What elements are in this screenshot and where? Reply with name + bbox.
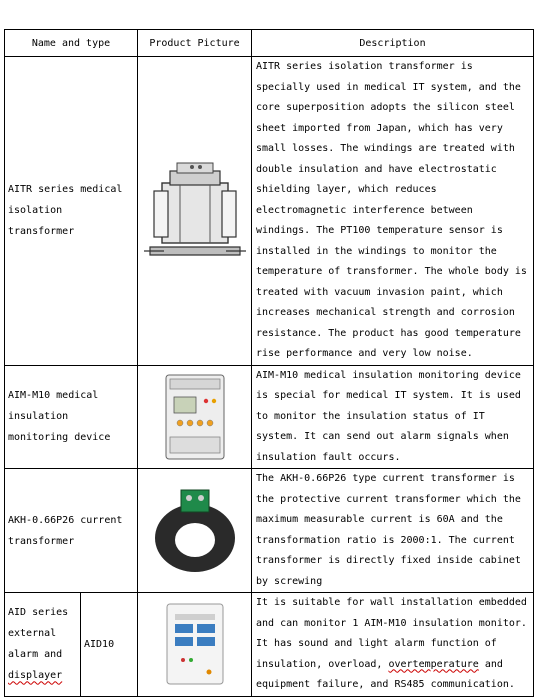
header-product-picture: Product Picture bbox=[138, 30, 252, 57]
row-name: AKH-0.66P26 current transformer bbox=[5, 469, 138, 593]
row-name bbox=[5, 593, 81, 697]
row-description: The AKH-0.66P26 type current transformer is the protective current transformer which the maximum measurable current is 60A and the transformation ratio is 2000:1. The current transformer is directly fixed inside cabinet by screwing bbox=[252, 469, 534, 593]
table-row bbox=[5, 57, 534, 366]
header-description: Description bbox=[252, 30, 534, 57]
misspelled-word: displayer bbox=[8, 670, 63, 682]
row-description: AIM-M10 medical insulation monitoring device is special for medical IT system. It is used to monitor the insulation status of IT system. It can send out alarm signals when insulation fault occurs. bbox=[252, 365, 534, 469]
alarm-displayer-photo bbox=[163, 600, 227, 688]
product-picture-cell bbox=[138, 593, 252, 697]
table-row bbox=[5, 365, 534, 469]
row-model: AID10 bbox=[81, 593, 138, 697]
product-table bbox=[4, 29, 534, 697]
row-name: AIM-M10 medical insulation monitoring device bbox=[5, 365, 138, 469]
row-description: AITR series isolation transformer is specially used in medical IT system, and the core superposition adopts the silicon steel sheet imported from Japan, which has very small losses. The windings are treated with double insulation and have electrostatic shielding layer, which reduces electromagnetic interference between windings. The PT100 temperature sensor is installed in the windings to monitor the temperature of transformer. The whole body is treated with vacuum invasion paint, which increases mechanical strength and corrosion resistance. The product has good temperature rise performance and very low noise. bbox=[252, 57, 534, 366]
table-row bbox=[5, 469, 534, 593]
product-picture-cell bbox=[138, 57, 252, 366]
product-picture-cell bbox=[138, 469, 252, 593]
product-picture-cell bbox=[138, 365, 252, 469]
table-row bbox=[5, 593, 534, 697]
insulation-monitor-photo bbox=[160, 371, 230, 463]
row-name: AITR series medical isolation transformer bbox=[5, 57, 138, 366]
misspelled-word: overtemperature bbox=[388, 658, 479, 670]
row-description bbox=[252, 593, 534, 697]
row-name-text: AID series external alarm and bbox=[8, 607, 69, 661]
description-text: and equipment failure, and RS485 communication. bbox=[256, 658, 515, 690]
current-transformer-photo bbox=[143, 484, 247, 578]
description-text: It is suitable for wall installation embedded and can monitor 1 AIM-M10 insulation monitor. It has sound and light alarm function of insulation, overload, bbox=[256, 597, 527, 670]
table-header-row bbox=[5, 30, 534, 57]
product-table-wrapper bbox=[4, 29, 534, 697]
header-name-type: Name and type bbox=[5, 30, 138, 57]
isolation-transformer-photo bbox=[142, 151, 248, 271]
